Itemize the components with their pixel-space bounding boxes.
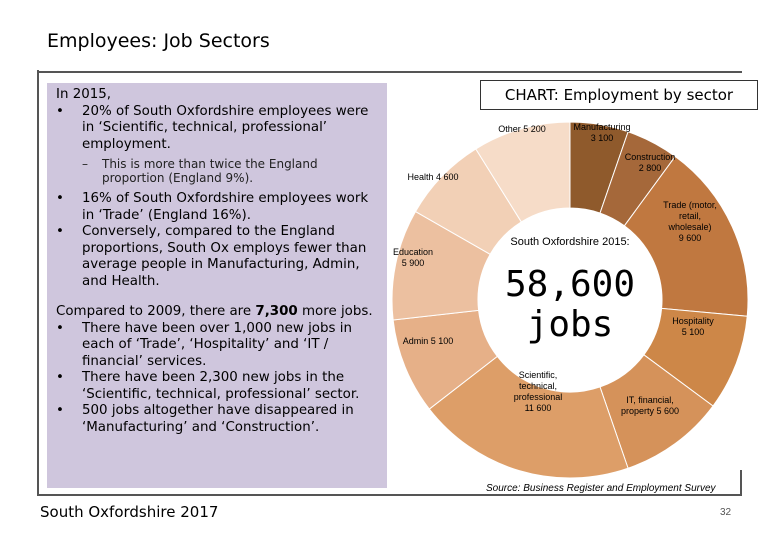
page-number: 32 xyxy=(720,507,732,518)
employment-donut-chart xyxy=(380,108,760,488)
slice-label-manufacturing: Manufacturing 3 100 xyxy=(573,122,631,143)
frame-line-bottom xyxy=(37,494,742,496)
slice-label-other: Other 5 200 xyxy=(498,124,546,134)
bullet-item xyxy=(56,224,379,290)
bullet-dot: • xyxy=(56,403,64,418)
slice-label-hospitality: Hospitality 5 100 xyxy=(672,316,714,337)
bullet-text: 20% of South Oxfordshire employees were in ‘Scientific, technical, professional’ employment. xyxy=(82,103,369,152)
sub-bullet-text: This is more than twice the England proportion (England 9%). xyxy=(102,157,318,185)
bullet-item xyxy=(56,191,379,224)
slice-label-education: Education 5 900 xyxy=(392,247,434,268)
bullet-dot: • xyxy=(56,191,64,206)
sub-bullet-dash: – xyxy=(82,157,88,171)
center-label: South Oxfordshire 2015: xyxy=(510,236,630,248)
slice-label-scientific-technical-professional: Scientific, technical, professional 11 600 xyxy=(513,370,563,413)
slice-label-construction: Construction 2 800 xyxy=(624,152,676,173)
bullet-text: 16% of South Oxfordshire employees work in ‘Trade’ (England 16%). xyxy=(82,191,369,223)
frame-line-top xyxy=(37,71,742,73)
bullet-item xyxy=(56,104,379,154)
intro-text: In 2015, xyxy=(56,87,112,102)
sub-bullet-item xyxy=(82,157,379,185)
summary-text-panel xyxy=(47,83,387,488)
bullet-dot: • xyxy=(56,370,64,385)
bullet-text: Conversely, compared to the England proportions, South Ox employs fewer than average people in Manufacturing, Admin, and Health. xyxy=(82,224,367,289)
bullet-text: There have been over 1,000 new jobs in each of ‘Trade’, ‘Hospitality’ and ‘IT / financial’ services. xyxy=(82,320,352,369)
bullet-item xyxy=(56,403,379,436)
chart-title: CHART: Employment by sector xyxy=(480,80,758,110)
footer-organisation: South Oxfordshire 2017 xyxy=(40,503,219,521)
slice-label-health: Health 4 600 xyxy=(407,172,459,182)
bullet-item xyxy=(56,321,379,371)
center-value: 58,600 jobs xyxy=(504,264,636,345)
bullet-dot: • xyxy=(56,103,64,119)
slice-label-admin: Admin 5 100 xyxy=(402,336,454,346)
bullet-dot: • xyxy=(56,320,64,336)
bullet-text: There have been 2,300 new jobs in the ‘Scientific, technical, professional’ sector. xyxy=(82,370,360,402)
comparison-prefix: Compared to 2009, there are xyxy=(56,304,256,319)
bullet-dot: • xyxy=(56,224,64,239)
bullet-item xyxy=(56,370,379,403)
bullet-text: 500 jobs altogether have disappeared in ‘Manufacturing’ and ‘Construction’. xyxy=(82,403,354,435)
source-note: Source: Business Register and Employment Survey xyxy=(486,483,716,494)
frame-line-left xyxy=(37,70,39,495)
slice-label-it-financial-property: IT, financial, property 5 600 xyxy=(620,395,680,416)
comparison-suffix: more jobs. xyxy=(297,304,373,319)
comparison-text xyxy=(56,304,379,321)
comparison-bold-value: 7,300 xyxy=(255,304,298,319)
slide-title: Employees: Job Sectors xyxy=(47,30,270,52)
slice-label-trade-motor-retail-wholesale: Trade (motor, retail, wholesale) 9 600 xyxy=(663,200,717,243)
